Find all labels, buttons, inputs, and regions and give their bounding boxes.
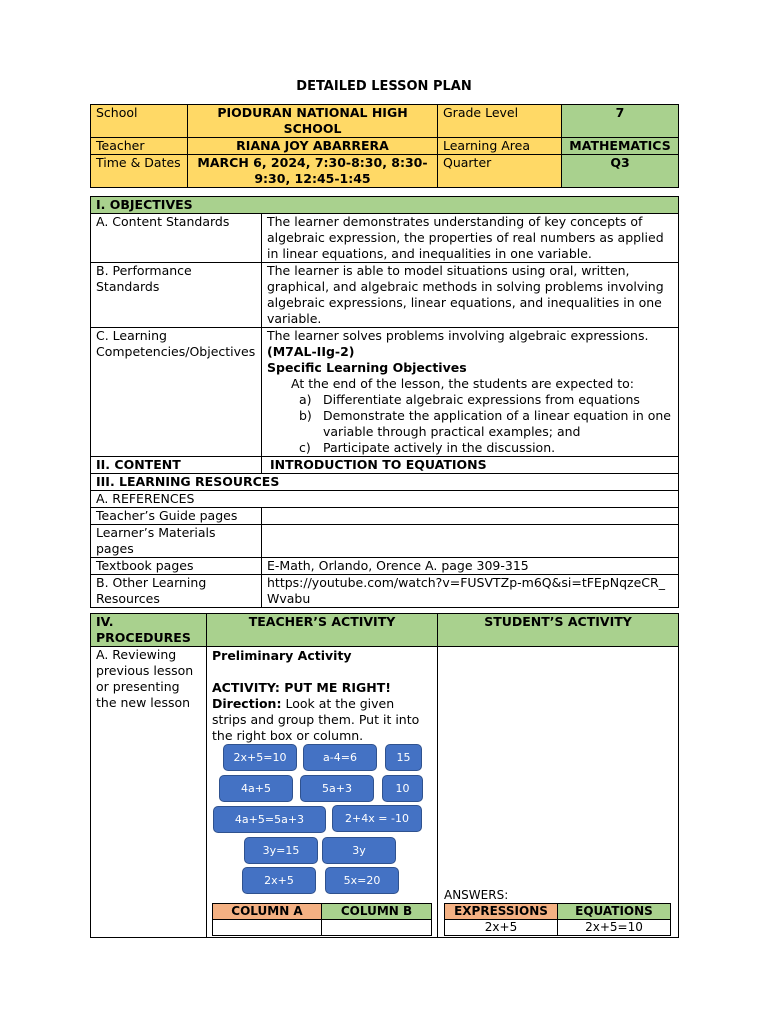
list-item: b) Demonstrate the application of a linear equation in one variable through practical examples; and xyxy=(299,408,671,439)
competencies-cell xyxy=(262,328,679,457)
quarter-value: Q3 xyxy=(562,155,679,188)
objectives-table xyxy=(90,196,679,608)
list-item: a) Differentiate algebraic expressions from equations xyxy=(299,392,640,407)
columns-table xyxy=(212,903,432,936)
teacher-activity-heading: TEACHER’S ACTIVITY xyxy=(207,614,438,647)
strip-chip[interactable]: a-4=6 xyxy=(303,744,377,771)
strip-chip[interactable]: 4a+5 xyxy=(219,775,293,802)
specific-objectives-intro: At the end of the lesson, the students are expected to: xyxy=(291,376,634,391)
objectives-heading: I. OBJECTIVES xyxy=(91,197,679,214)
strip-chip[interactable]: 2x+5 xyxy=(242,867,316,894)
textbook-value: E-Math, Orlando, Orence A. page 309-315 xyxy=(262,558,679,575)
document-title: DETAILED LESSON PLAN xyxy=(296,79,472,94)
list-item: c) Participate actively in the discussion. xyxy=(299,440,556,455)
student-activity-heading: STUDENT’S ACTIVITY xyxy=(438,614,679,647)
answers-table xyxy=(444,903,671,936)
learners-materials-label: Learner’s Materials pages xyxy=(91,525,262,558)
strip-chip[interactable]: 5a+3 xyxy=(300,775,374,802)
strip-chip[interactable]: 2+4x = -10 xyxy=(332,805,422,832)
header-info-table xyxy=(90,104,679,188)
content-value: INTRODUCTION TO EQUATIONS xyxy=(262,457,679,474)
textbook-label: Textbook pages xyxy=(91,558,262,575)
strip-chip[interactable]: 4a+5=5a+3 xyxy=(213,806,326,833)
specific-objectives-heading: Specific Learning Objectives xyxy=(267,360,467,375)
teachers-guide-label: Teacher’s Guide pages xyxy=(91,508,262,525)
time-label: Time & Dates xyxy=(91,155,188,188)
other-resources-link[interactable]: https://youtube.com/watch?v=FUSVTZp-m6Q&si=tFEpNqzeCR_Wvabu xyxy=(262,575,679,608)
strip-chip[interactable]: 15 xyxy=(385,744,422,771)
preliminary-activity: Preliminary Activity xyxy=(212,648,352,663)
resources-heading: III. LEARNING RESOURCES xyxy=(91,474,679,491)
strip-chip[interactable]: 2x+5=10 xyxy=(223,744,297,771)
column-a-drop[interactable] xyxy=(213,920,322,936)
area-value: MATHEMATICS xyxy=(562,138,679,155)
strip-chip[interactable]: 5x=20 xyxy=(325,867,399,894)
equations-header: EQUATIONS xyxy=(558,904,671,920)
competency-text: The learner solves problems involving algebraic expressions. xyxy=(267,328,649,343)
expressions-header: EXPRESSIONS xyxy=(445,904,558,920)
time-value: MARCH 6, 2024, 7:30-8:30, 8:30-9:30, 12:45-1:45 xyxy=(188,155,438,188)
strip-chip[interactable]: 3y xyxy=(322,837,396,864)
procedures-heading: IV. PROCEDURES xyxy=(91,614,207,647)
answer-expression: 2x+5 xyxy=(445,920,558,936)
teachers-guide-value xyxy=(262,508,679,525)
competency-code: (M7AL-IIg-2) xyxy=(267,344,355,359)
other-resources-label: B. Other Learning Resources xyxy=(91,575,262,608)
performance-standards-label: B. Performance Standards xyxy=(91,263,262,328)
strip-chip[interactable]: 3y=15 xyxy=(244,837,318,864)
area-label: Learning Area xyxy=(438,138,562,155)
teacher-label: Teacher xyxy=(91,138,188,155)
competencies-label: C. Learning Competencies/Objectives xyxy=(91,328,262,457)
learners-materials-value xyxy=(262,525,679,558)
step-label: A. Reviewing previous lesson or presenting the new lesson xyxy=(91,647,207,938)
column-a-header: COLUMN A xyxy=(213,904,322,920)
school-label: School xyxy=(91,105,188,138)
grade-value: 7 xyxy=(562,105,679,138)
school-value: PIODURAN NATIONAL HIGH SCHOOL xyxy=(188,105,438,138)
quarter-label: Quarter xyxy=(438,155,562,188)
teacher-value: RIANA JOY ABARRERA xyxy=(188,138,438,155)
answers-label: ANSWERS: xyxy=(444,888,509,902)
strip-chip[interactable]: 10 xyxy=(382,775,423,802)
performance-standards-text: The learner is able to model situations using oral, written, graphical, and algebraic methods in solving problems involving algebraic expressions, linear equations, and inequalities in one variable. xyxy=(262,263,679,328)
column-b-drop[interactable] xyxy=(322,920,432,936)
activity-title: ACTIVITY: PUT ME RIGHT! xyxy=(212,680,391,695)
content-heading: II. CONTENT xyxy=(91,457,262,474)
grade-label: Grade Level xyxy=(438,105,562,138)
specific-objectives-list xyxy=(267,392,673,456)
answer-equation: 2x+5=10 xyxy=(558,920,671,936)
references-label: A. REFERENCES xyxy=(91,491,679,508)
column-b-header: COLUMN B xyxy=(322,904,432,920)
content-standards-text: The learner demonstrates understanding of key concepts of algebraic expression, the properties of real numbers as applied in linear equations, and inequalities in one variable. xyxy=(262,214,679,263)
direction: Direction: Look at the given strips and group them. Put it into the right box or column. xyxy=(212,696,420,743)
content-standards-label: A. Content Standards xyxy=(91,214,262,263)
